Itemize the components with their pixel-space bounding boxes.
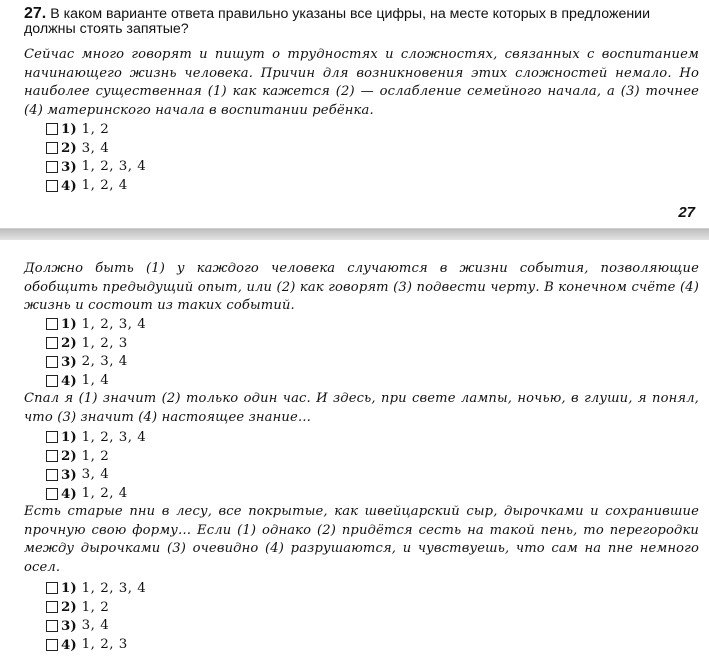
option-value: 1, 2, 3, 4 (81, 316, 147, 332)
answer-options (46, 579, 146, 654)
option-value: 1, 2, 3 (81, 637, 128, 653)
option-value: 2, 3, 4 (81, 354, 128, 370)
answer-options (46, 120, 146, 195)
answer-option[interactable] (46, 617, 146, 636)
checkbox[interactable] (46, 161, 58, 173)
answer-option[interactable] (46, 158, 146, 177)
answer-option[interactable] (46, 447, 146, 466)
task-header (24, 6, 694, 37)
option-value: 1, 2 (81, 121, 110, 137)
option-number: 2) (61, 448, 77, 465)
option-value: 1, 2, 4 (81, 486, 128, 502)
checkbox[interactable] (46, 601, 58, 613)
answer-option[interactable] (46, 120, 146, 139)
answer-options (46, 315, 146, 390)
option-value: 3, 4 (81, 467, 110, 483)
option-value: 3, 4 (81, 618, 110, 634)
option-number: 1) (61, 580, 77, 597)
answer-option[interactable] (46, 579, 146, 598)
option-number: 1) (61, 121, 77, 138)
checkbox[interactable] (46, 620, 58, 632)
answer-option[interactable] (46, 139, 146, 158)
checkbox[interactable] (46, 375, 58, 387)
option-number: 2) (61, 140, 77, 157)
answer-option[interactable] (46, 371, 146, 390)
task-question: В каком варианте ответа правильно указаны все цифры, на месте которых в предложении должны стоять запятые? (24, 6, 651, 37)
answer-option[interactable] (46, 428, 146, 447)
option-value: 1, 2, 3, 4 (81, 159, 147, 175)
option-number: 3) (61, 466, 77, 483)
checkbox[interactable] (46, 431, 58, 443)
page-top (0, 0, 709, 229)
sentence-text: Сейчас много говорят и пишут о трудностях и сложностях, связанных с воспитанием начинающего жизнь человека. Причин для возникновения этих сложностей немало. Но наиболее существенная (1) как кажется (2) — ослабление семейного начала, а (3) точнее (4) материнского начала в воспитании ребёнка. (24, 47, 699, 118)
answer-option[interactable] (46, 315, 146, 334)
option-number: 1) (61, 316, 77, 333)
checkbox[interactable] (46, 318, 58, 330)
answer-option[interactable] (46, 176, 146, 195)
page-bottom (0, 240, 709, 658)
sentence-text: Должно быть (1) у каждого человека случаются в жизни события, позволяющие обобщить предыдущий опыт, или (2) как говорят (3) подвести черту. В конечном счёте (4) жизнь и состоит из таких событий. (24, 261, 699, 314)
option-number: 2) (61, 335, 77, 352)
answer-options (46, 428, 146, 503)
option-value: 1, 4 (81, 373, 110, 389)
option-value: 3, 4 (81, 140, 110, 156)
option-value: 1, 2, 3, 4 (81, 429, 147, 445)
option-value: 1, 2, 3 (81, 335, 128, 351)
answer-option[interactable] (46, 484, 146, 503)
checkbox[interactable] (46, 639, 58, 651)
option-number: 3) (61, 617, 77, 634)
checkbox[interactable] (46, 450, 58, 462)
page-number: 27 (678, 204, 695, 221)
option-number: 4) (61, 485, 77, 502)
checkbox[interactable] (46, 488, 58, 500)
option-value: 1, 2, 3, 4 (81, 580, 147, 596)
checkbox[interactable] (46, 582, 58, 594)
checkbox[interactable] (46, 469, 58, 481)
checkbox[interactable] (46, 142, 58, 154)
answer-option[interactable] (46, 598, 146, 617)
option-number: 3) (61, 353, 77, 370)
option-value: 1, 2 (81, 448, 110, 464)
checkbox[interactable] (46, 123, 58, 135)
option-number: 4) (61, 636, 77, 653)
option-number: 3) (61, 158, 77, 175)
option-number: 2) (61, 599, 77, 616)
option-number: 4) (61, 372, 77, 389)
option-number: 1) (61, 429, 77, 446)
answer-option[interactable] (46, 334, 146, 353)
checkbox[interactable] (46, 180, 58, 192)
option-value: 1, 2, 4 (81, 178, 128, 194)
checkbox[interactable] (46, 356, 58, 368)
answer-option[interactable] (46, 635, 146, 654)
sentence-text: Есть старые пни в лесу, все покрытые, как швейцарский сыр, дырочками и сохранившие прочную свою форму… Если (1) однако (2) придётся сесть на такой пень, то перегородки между дырочками (3) очевидно (4) разрушаются, и чувствуешь, что сам на пне немного осел. (24, 504, 699, 575)
answer-option[interactable] (46, 466, 146, 485)
option-number: 4) (61, 177, 77, 194)
answer-option[interactable] (46, 353, 146, 372)
option-value: 1, 2 (81, 599, 110, 615)
checkbox[interactable] (46, 337, 58, 349)
page-separator (0, 229, 709, 240)
task-number: 27. (24, 5, 47, 22)
sentence-text: Спал я (1) значит (2) только один час. И здесь, при свете лампы, ночью, в глуши, я понял, что (3) значит (4) настоящее знание… (24, 391, 699, 425)
